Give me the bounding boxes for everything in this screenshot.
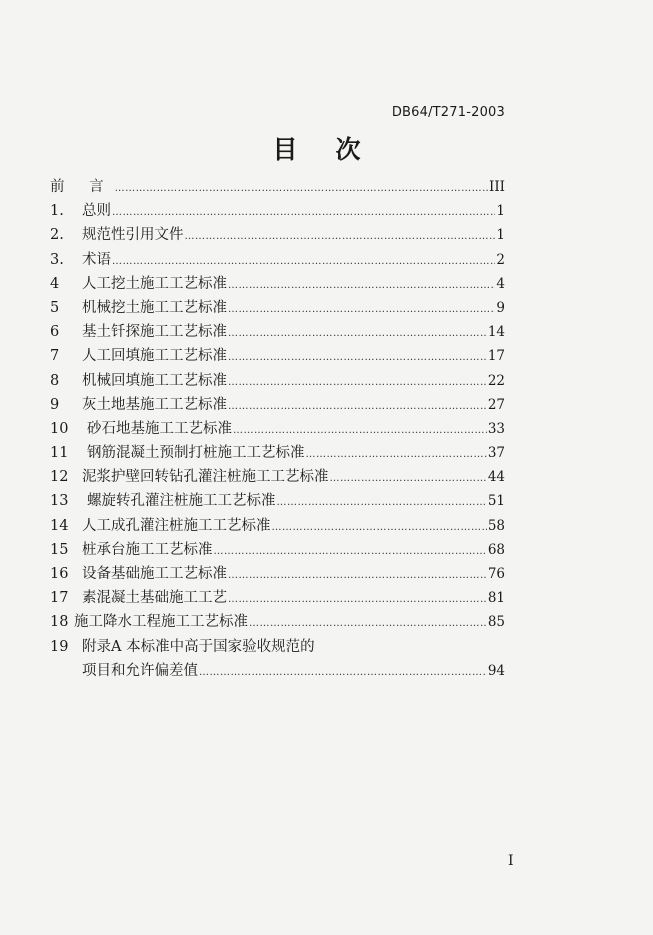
toc-entry-1[interactable] [50,199,505,223]
toc-entry-number: 4 [50,275,60,292]
toc-entry-page: 76 [487,566,505,582]
toc-entry-page: 85 [487,614,505,631]
toc-entry-page: 2 [496,251,505,268]
toc-entry-page: 37 [487,445,505,462]
toc-entry-page: 33 [487,420,505,437]
toc-entry-3[interactable] [50,248,505,272]
toc-entry-title: 施工降水工程施工工艺标准 [74,614,248,631]
toc-entry-2[interactable] [50,223,505,247]
toc-entry-page: 9 [496,299,505,316]
toc-leader-dots [228,371,487,395]
toc-entry-number: 15 [50,541,69,558]
toc-entry-number: 7 [50,348,60,365]
toc-leader-dots [228,395,487,419]
toc-entry-title: 砂石地基施工工艺标准 [87,420,232,437]
toc-entry-4[interactable] [50,272,505,296]
page-number: I [508,853,514,869]
toc-entry-number: 14 [50,517,69,534]
toc-entry-number: 16 [50,566,69,582]
document-code: DB64/T271-2003 [391,105,505,120]
toc-entry-number: 13 [50,493,69,510]
toc-entry-title: 规范性引用文件 [82,227,184,244]
toc-entry-18[interactable] [50,610,505,634]
toc-entry-page: 1 [496,203,505,220]
toc-entry-preface[interactable] [50,175,505,199]
toc-entry-17[interactable] [50,586,505,610]
toc-entry-page: 14 [487,324,505,341]
toc-entry-title: 机械挖土施工工艺标准 [82,299,227,316]
toc-entry-title: 人工回填施工工艺标准 [82,348,227,365]
toc-entry-16[interactable] [50,562,505,586]
toc-entry-number: 17 [50,590,69,607]
page-title: 目次 [272,135,399,164]
toc-entry-title: 机械回填施工工艺标准 [82,372,227,389]
toc-entry-page: 58 [487,517,505,534]
toc-entry-page: 17 [487,348,505,365]
toc-entry-7[interactable] [50,344,505,368]
toc-entry-title: 附录A 本标准中高于国家验收规范的 [82,638,315,655]
toc-entry-number: 10 [50,420,69,437]
toc-entry-19-continued[interactable] [50,659,505,683]
toc-leader-dots [214,540,487,564]
toc-leader-dots [228,322,487,346]
toc-entry-page: 4 [496,275,505,292]
toc-leader-dots [249,612,487,636]
toc-entry-title: 螺旋转孔灌注桩施工工艺标准 [87,493,276,510]
toc-entry-title: 人工成孔灌注桩施工工艺标准 [82,517,271,534]
toc-leader-dots [228,274,495,298]
toc-entry-5[interactable] [50,296,505,320]
toc-entry-12[interactable] [50,465,505,489]
toc-entry-number: 11 [50,445,69,462]
toc-leader-dots [277,491,487,515]
toc-entry-number: 9 [50,396,60,413]
toc-entry-number: 2. [50,227,64,244]
toc-leader-dots [112,201,495,225]
toc-entry-title: 前 言 [50,179,114,195]
toc-entry-page: 1 [496,227,505,244]
toc-entry-14[interactable] [50,514,505,538]
toc-leader-dots [199,661,487,685]
toc-entry-13[interactable] [50,489,505,513]
toc-entry-title: 项目和允许偏差值 [82,662,198,679]
toc-entry-title: 术语 [82,251,111,268]
toc-leader-dots [330,467,487,491]
toc-entry-page: 94 [487,662,505,679]
toc-entry-15[interactable] [50,538,505,562]
toc-entry-title: 泥浆护壁回转钻孔灌注桩施工工艺标准 [82,469,329,486]
toc-entry-title: 设备基础施工工艺标准 [82,566,227,582]
toc-leader-dots [185,225,496,249]
toc-entry-number: 19 [50,638,69,655]
toc-entry-page: 27 [487,396,505,413]
toc-leader-dots [233,419,487,443]
toc-entry-number: 8 [50,372,60,389]
toc-entry-title: 灰土地基施工工艺标准 [82,396,227,413]
toc-entry-number: 1. [50,203,64,220]
toc-entry-number: 6 [50,324,60,341]
toc-entry-page: III [489,179,505,195]
toc-leader-dots [228,564,487,588]
toc-entry-page: 81 [487,590,505,607]
toc-entry-title: 基土钎探施工工艺标准 [82,324,227,341]
toc-entry-title: 桩承台施工工艺标准 [82,541,213,558]
toc-entry-page: 44 [487,469,505,486]
toc-entry-8[interactable] [50,369,505,393]
toc-leader-dots [228,346,487,370]
toc-leader-dots [115,177,488,201]
toc-entry-11[interactable] [50,441,505,465]
toc-entry-page: 68 [487,541,505,558]
toc-leader-dots [228,588,487,612]
toc-entry-title: 人工挖土施工工艺标准 [82,275,227,292]
toc-entry-6[interactable] [50,320,505,344]
toc-entry-9[interactable] [50,393,505,417]
toc-entry-10[interactable] [50,417,505,441]
toc-leader-dots [272,516,487,540]
toc-entry-number: 3. [50,251,64,268]
toc-entry-page: 22 [487,372,505,389]
table-of-contents [50,175,505,683]
toc-entry-number: 18 [50,614,69,631]
toc-leader-dots [306,443,487,467]
toc-leader-dots [228,298,495,322]
toc-entry-title: 钢筋混凝土预制打桩施工工艺标准 [87,445,305,462]
toc-entry-number: 12 [50,469,69,486]
toc-entry-title: 总则 [82,203,111,220]
toc-leader-dots [112,250,495,274]
toc-entry-number: 5 [50,299,60,316]
toc-entry-19[interactable] [50,635,505,659]
toc-entry-title: 素混凝土基础施工工艺 [82,590,227,607]
toc-entry-page: 51 [487,493,505,510]
